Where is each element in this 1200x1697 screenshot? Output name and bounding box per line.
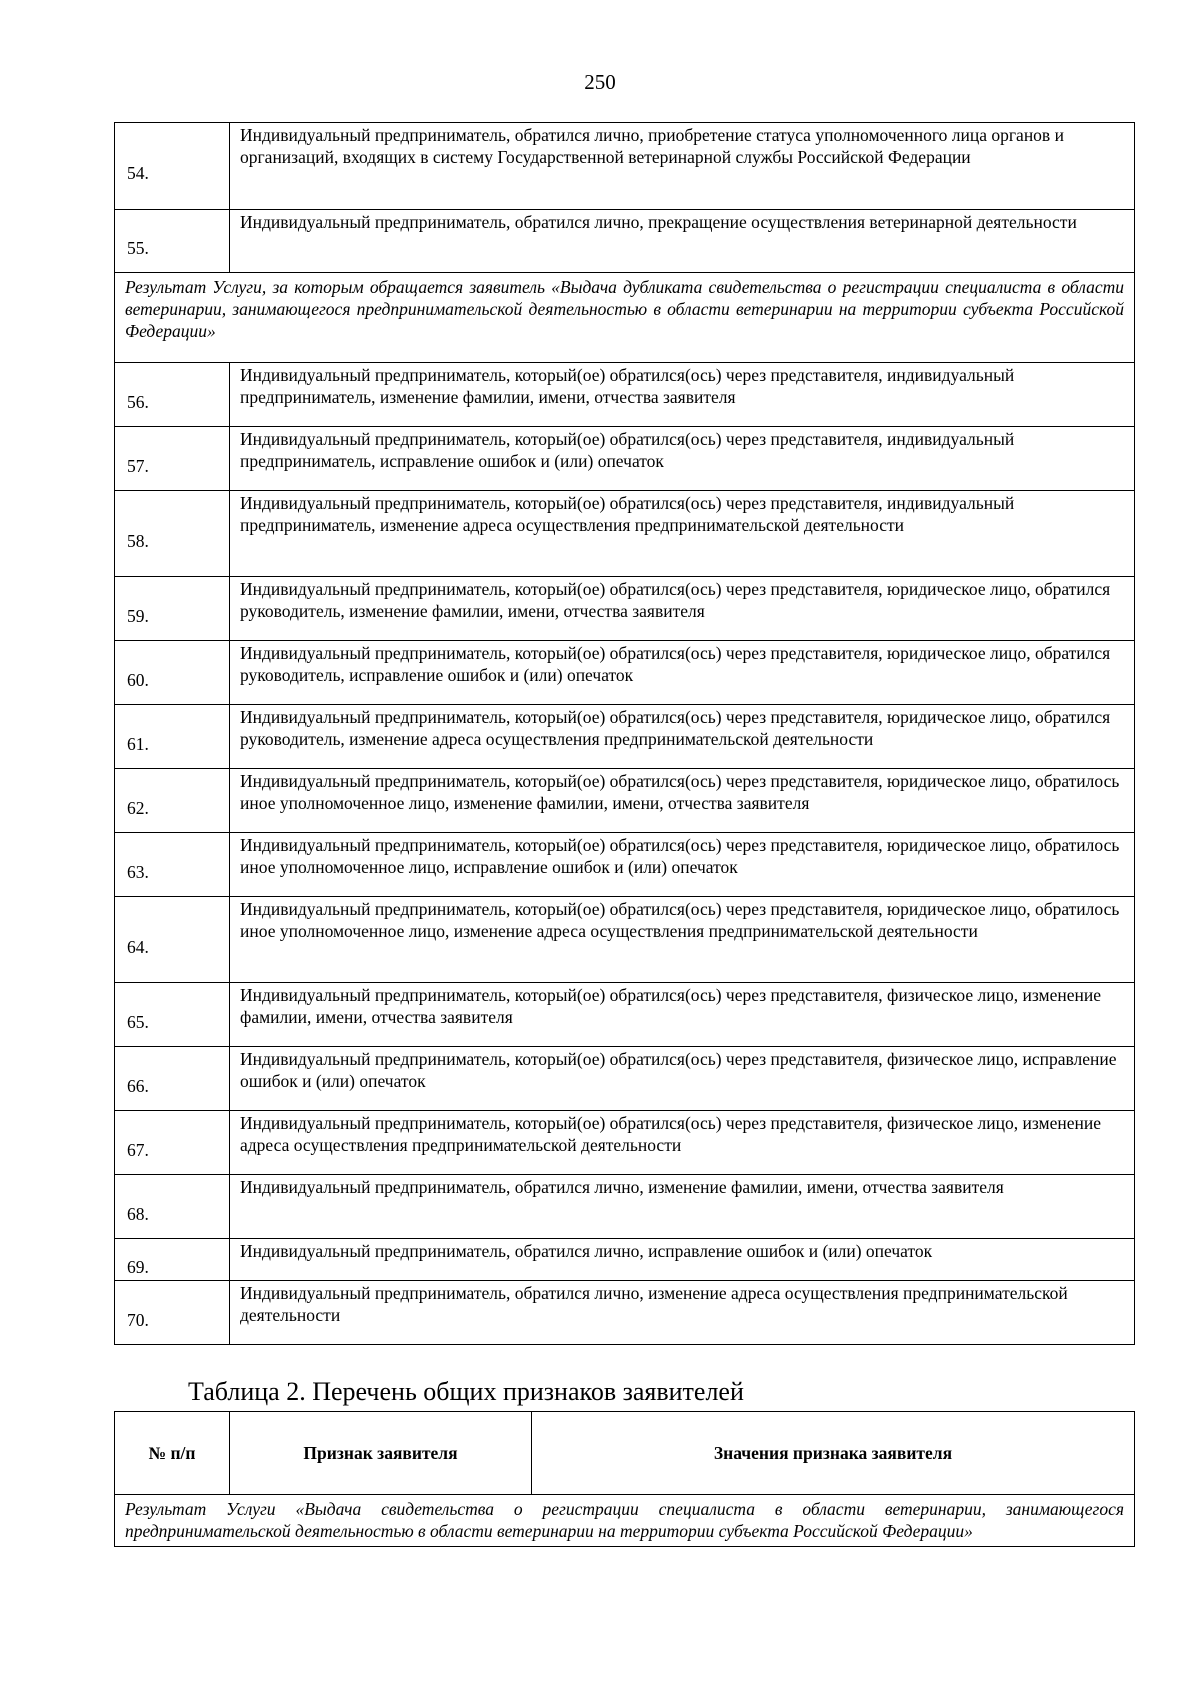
- table-row: [115, 1175, 1135, 1239]
- row-description: Индивидуальный предприниматель, который(ое) обратился(ось) через представителя, юридическое лицо, обратился руководитель, изменение фамилии, имени, отчества заявителя: [230, 577, 1135, 641]
- table2-title: Таблица 2. Перечень общих признаков заявителей: [188, 1377, 744, 1406]
- row-number: 60.: [115, 641, 230, 705]
- row-description: Индивидуальный предприниматель, который(ое) обратился(ось) через представителя, физическое лицо, изменение фамилии, имени, отчества заявителя: [230, 983, 1135, 1047]
- row-number: 69.: [115, 1239, 230, 1281]
- row-number: 66.: [115, 1047, 230, 1111]
- row-number: 54.: [115, 123, 230, 210]
- row-number: 61.: [115, 705, 230, 769]
- row-number: 63.: [115, 833, 230, 897]
- table-row: [115, 1047, 1135, 1111]
- table-row: [115, 427, 1135, 491]
- header-attribute-values: Значения признака заявителя: [532, 1412, 1135, 1495]
- group-result-text: Результат Услуги, за которым обращается заявитель «Выдача дубликата свидетельства о регистрации специалиста в области ветеринарии, занимающегося предпринимательской деятельностью в области ветеринарии на территории субъекта Российской Федерации»: [115, 273, 1135, 363]
- row-number: 67.: [115, 1111, 230, 1175]
- page-number: 250: [584, 70, 616, 94]
- row-number: 68.: [115, 1175, 230, 1239]
- row-description: Индивидуальный предприниматель, который(ое) обратился(ось) через представителя, юридическое лицо, обратился руководитель, изменение адреса осуществления предпринимательской деятельности: [230, 705, 1135, 769]
- row-number: 59.: [115, 577, 230, 641]
- row-description: Индивидуальный предприниматель, обратился лично, прекращение осуществления ветеринарной деятельности: [230, 210, 1135, 273]
- table-row: [115, 577, 1135, 641]
- table-row: [115, 897, 1135, 983]
- row-description: Индивидуальный предприниматель, обратился лично, исправление ошибок и (или) опечаток: [230, 1239, 1135, 1281]
- row-number: 56.: [115, 363, 230, 427]
- table-row: [115, 983, 1135, 1047]
- row-description: Индивидуальный предприниматель, который(ое) обратился(ось) через представителя, индивидуальный предприниматель, изменение адреса осуществления предпринимательской деятельности: [230, 491, 1135, 577]
- row-description: Индивидуальный предприниматель, который(ое) обратился(ось) через представителя, юридическое лицо, обратилось иное уполномоченное лицо, исправление ошибок и (или) опечаток: [230, 833, 1135, 897]
- table-row: [115, 1239, 1135, 1281]
- group-result-text: Результат Услуги «Выдача свидетельства о регистрации специалиста в области ветеринарии, занимающегося предпринимательской деятельностью в области ветеринарии на территории субъекта Российской Федерации»: [115, 1495, 1135, 1547]
- table-row: [115, 833, 1135, 897]
- group-row: [115, 273, 1135, 363]
- general-applicant-attributes-table: [114, 1411, 1135, 1547]
- row-description: Индивидуальный предприниматель, который(ое) обратился(ось) через представителя, физическое лицо, исправление ошибок и (или) опечаток: [230, 1047, 1135, 1111]
- header-attribute: Признак заявителя: [230, 1412, 532, 1495]
- row-number: 58.: [115, 491, 230, 577]
- table-row: [115, 123, 1135, 210]
- row-description: Индивидуальный предприниматель, обратился лично, приобретение статуса уполномоченного лица органов и организаций, входящих в систему Государственной ветеринарной службы Российской Федерации: [230, 123, 1135, 210]
- row-number: 65.: [115, 983, 230, 1047]
- table-row: [115, 1281, 1135, 1345]
- table-row: [115, 705, 1135, 769]
- table-row: [115, 363, 1135, 427]
- group-row: [115, 1495, 1135, 1547]
- table-row: [115, 641, 1135, 705]
- row-description: Индивидуальный предприниматель, который(ое) обратился(ось) через представителя, юридическое лицо, обратилось иное уполномоченное лицо, изменение адреса осуществления предпринимательской деятельности: [230, 897, 1135, 983]
- table-row: [115, 210, 1135, 273]
- row-description: Индивидуальный предприниматель, обратился лично, изменение фамилии, имени, отчества заявителя: [230, 1175, 1135, 1239]
- row-description: Индивидуальный предприниматель, который(ое) обратился(ось) через представителя, юридическое лицо, обратилось иное уполномоченное лицо, изменение фамилии, имени, отчества заявителя: [230, 769, 1135, 833]
- row-number: 64.: [115, 897, 230, 983]
- row-description: Индивидуальный предприниматель, обратился лично, изменение адреса осуществления предпринимательской деятельности: [230, 1281, 1135, 1345]
- row-description: Индивидуальный предприниматель, который(ое) обратился(ось) через представителя, индивидуальный предприниматель, изменение фамилии, имени, отчества заявителя: [230, 363, 1135, 427]
- row-number: 70.: [115, 1281, 230, 1345]
- table-row: [115, 1111, 1135, 1175]
- table-row: [115, 491, 1135, 577]
- table-row: [115, 769, 1135, 833]
- row-description: Индивидуальный предприниматель, который(ое) обратился(ось) через представителя, индивидуальный предприниматель, исправление ошибок и (или) опечаток: [230, 427, 1135, 491]
- row-number: 57.: [115, 427, 230, 491]
- row-number: 55.: [115, 210, 230, 273]
- row-description: Индивидуальный предприниматель, который(ое) обратился(ось) через представителя, физическое лицо, изменение адреса осуществления предпринимательской деятельности: [230, 1111, 1135, 1175]
- table-header-row: [115, 1412, 1135, 1495]
- header-number: № п/п: [115, 1412, 230, 1495]
- row-number: 62.: [115, 769, 230, 833]
- row-description: Индивидуальный предприниматель, который(ое) обратился(ось) через представителя, юридическое лицо, обратился руководитель, исправление ошибок и (или) опечаток: [230, 641, 1135, 705]
- applicant-variants-table: [114, 122, 1135, 1345]
